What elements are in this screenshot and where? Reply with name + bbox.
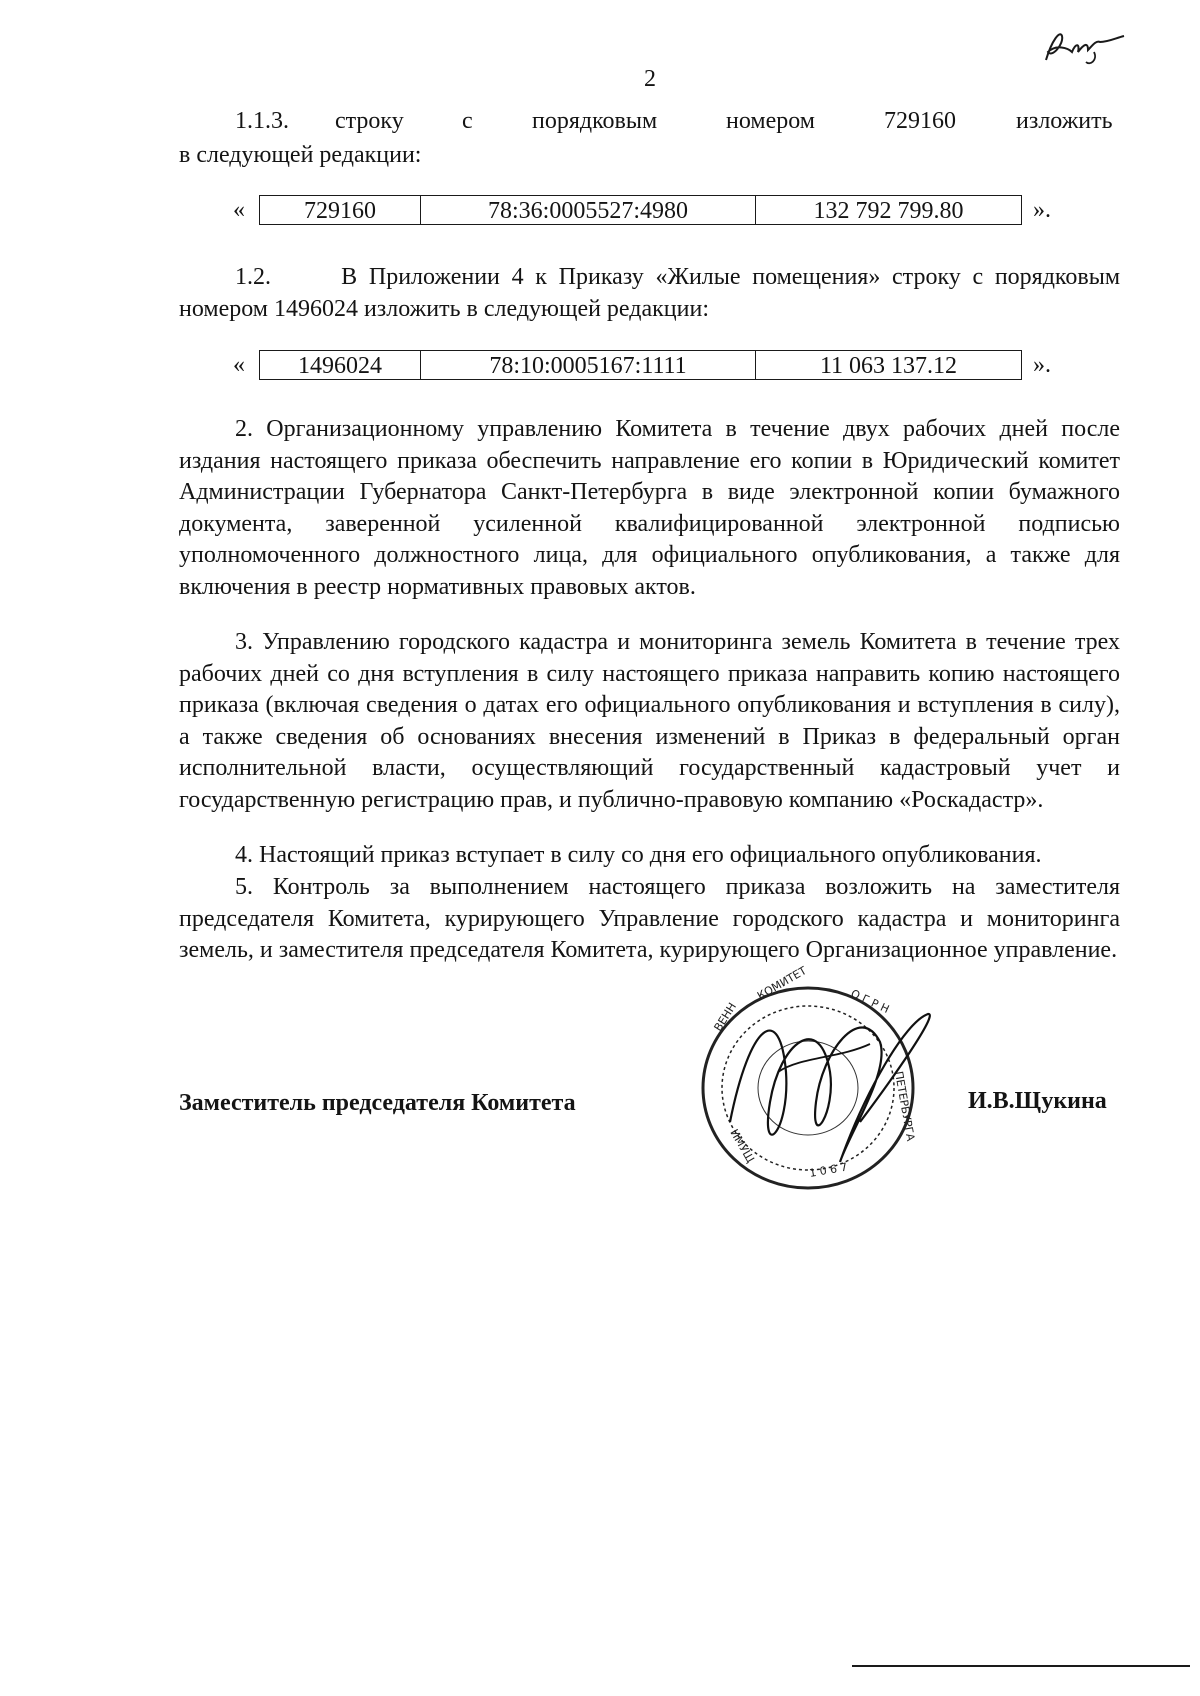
svg-text:ИМУЩ: ИМУЩ (727, 1127, 757, 1166)
table-cell-cadastral: 78:10:0005167:1111 (420, 350, 756, 380)
item-1-2-line-1: 1.2. В Приложении 4 к Приказу «Жилые помещения» строку с порядковым (235, 264, 1120, 290)
table-cell-number: 1496024 (259, 350, 421, 380)
table-row-1496024 (226, 350, 1066, 382)
official-seal-stamp (690, 962, 950, 1212)
item-word: 729160 (884, 108, 956, 134)
close-quote: ». (1033, 197, 1051, 223)
close-quote: ». (1033, 352, 1051, 378)
item-word: порядковым (532, 108, 658, 134)
item-word: строку (335, 108, 404, 134)
footer-rule (852, 1665, 1190, 1667)
paragraph-2: 2. Организационному управлению Комитета в течение двух рабочих дней после издания настоящего приказа обеспечить направление его копии в Юридический комитет Администрации Губернатора Санкт-Петербурга в виде электронной копии бумажного документа, заверенной усиленной квалифицированной электронной подписью уполномоченного должностного лица, для официального опубликования, а также для включения в реестр нормативных правовых актов. (179, 416, 1120, 600)
paragraph-3: 3. Управлению городского кадастра и мониторинга земель Комитета в течение трех рабочих дней со дня вступления в силу настоящего приказа направить копию настоящего приказа (включая сведения о датах его официального опубликования и вступления в силу), а также сведения об основаниях внесения изменений в Приказ в федеральный орган исполнительной власти, осуществляющий государственный кадастровый учет и государственную регистрацию прав, и публично-правовую компанию «Роскадастр». (179, 629, 1120, 813)
table-cell-cadastral: 78:36:0005527:4980 (420, 195, 756, 225)
item-1-2-line-2: номером 1496024 изложить в следующей редакции: (179, 296, 709, 322)
svg-text:1 0 6 7: 1 0 6 7 (808, 1160, 849, 1180)
signatory-name: И.В.Щукина (968, 1088, 1107, 1114)
open-quote: « (233, 197, 245, 223)
item-1-1-3-line-1 (179, 106, 1120, 138)
svg-text:ПЕТЕРБУРГА: ПЕТЕРБУРГА (892, 1070, 918, 1143)
svg-text:О Г Р Н: О Г Р Н (848, 986, 892, 1016)
svg-text:ВЕНН: ВЕНН (711, 1000, 739, 1034)
open-quote: « (233, 352, 245, 378)
paragraph-5: 5. Контроль за выполнением настоящего приказа возложить на заместителя председателя Комитета, курирующего Управление городского кадастра и мониторинга земель, и заместителя председателя Комитета, курирующего Организационное управление. (179, 874, 1120, 964)
paragraph-4: 4. Настоящий приказ вступает в силу со дня его официального опубликования. (235, 842, 1042, 868)
item-number: 1.1.3. (235, 108, 289, 134)
item-word: изложить (1016, 108, 1113, 134)
table-row-729160 (226, 195, 1066, 227)
page-number: 2 (644, 66, 656, 92)
item-word: с (462, 108, 473, 134)
table-cell-value: 132 792 799.80 (755, 195, 1022, 225)
table-cell-number: 729160 (259, 195, 421, 225)
table-cell-value: 11 063 137.12 (755, 350, 1022, 380)
item-word: номером (726, 108, 815, 134)
item-1-1-3-line-2: в следующей редакции: (179, 142, 422, 168)
handwritten-initials (1038, 22, 1128, 72)
svg-text:КОМИТЕТ: КОМИТЕТ (755, 964, 809, 1003)
signatory-position: Заместитель председателя Комитета (179, 1090, 576, 1116)
